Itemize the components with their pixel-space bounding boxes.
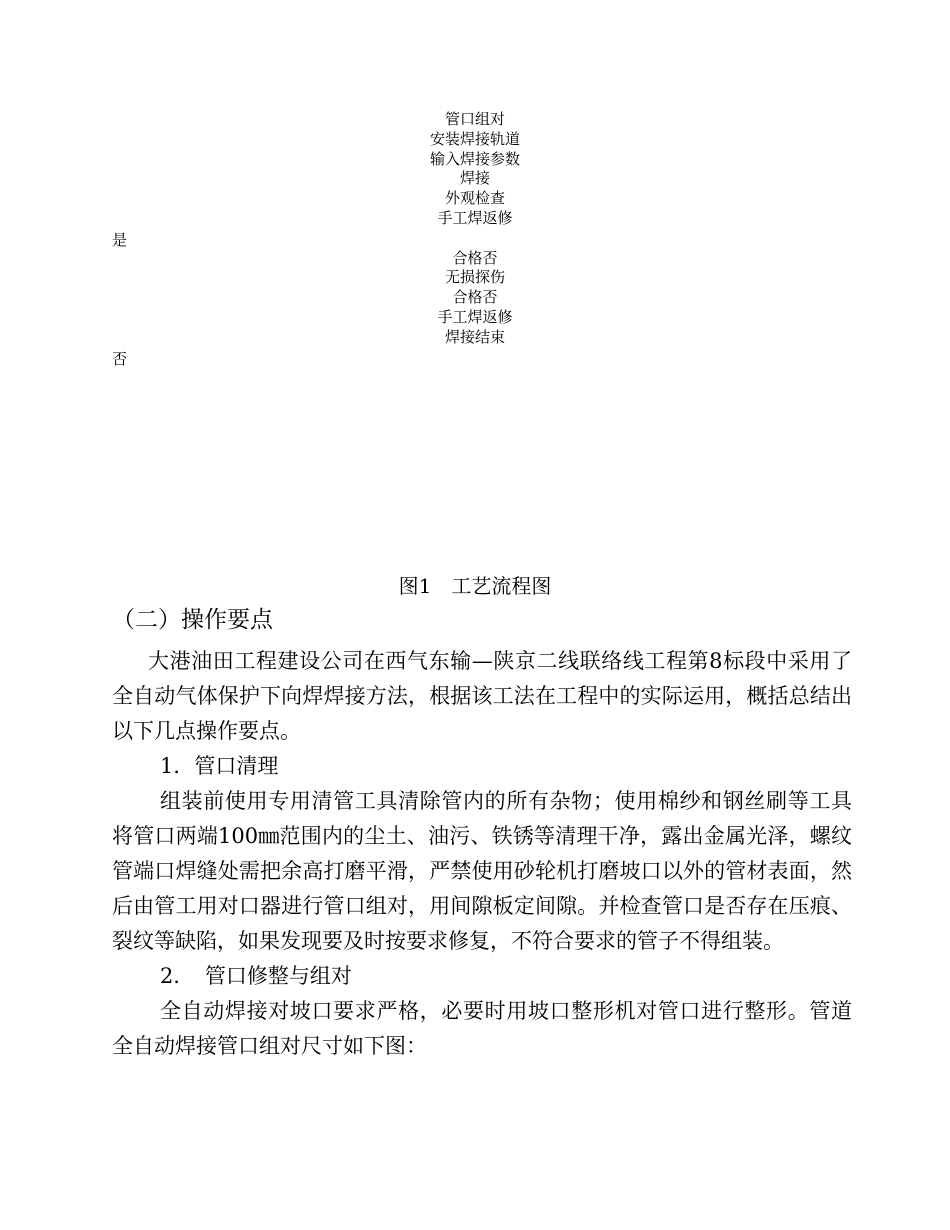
flow-step: 合格否 [452, 248, 498, 267]
flow-step: 焊接 [459, 169, 490, 188]
flow-label-no: 否 [112, 350, 128, 368]
intro-paragraph: 大港油田工程建设公司在西气东输—陕京二线联络线工程第8标段中采用了全自动气体保护下向焊焊接方法，根据该工法在工程中的实际运用，概括总结出以下几点操作要点。 [112, 649, 852, 743]
flow-step: 合格否 [452, 288, 498, 307]
flow-step: 焊接结束 [444, 327, 505, 346]
flow-step: 管口组对 [444, 110, 505, 128]
flow-step: 外观检查 [444, 189, 505, 208]
flow-gap [0, 229, 950, 249]
flow-step: 手工焊返修 [437, 208, 513, 227]
item1-paragraph: 组装前使用专用清管工具清除管内的所有杂物；使用棉纱和钢丝刷等工具将管口两端100㎜范围内的尘土、油污、铁锈等清理干净，露出金属光泽，螺纹管端口焊缝处需把余高打磨平滑，严禁使用砂轮机打磨坡口以外的管材表面，然后由管工用对口器进行管口组对，用间隙板定间隙。并检查管口是否存在压痕、裂纹等缺陷，如果发现要及时按要求修复，不符合要求的管子不得组装。 [112, 789, 852, 953]
section-body [112, 644, 852, 1064]
item1-title: 1．管口清理 [160, 754, 279, 778]
process-flowchart [0, 110, 950, 348]
figure-caption: 图1 工艺流程图 [398, 574, 552, 598]
flow-step: 输入焊接参数 [429, 149, 520, 168]
flow-step: 安装焊接轨道 [429, 129, 520, 148]
flow-step: 手工焊返修 [437, 307, 513, 326]
section-heading: （二）操作要点 [112, 607, 273, 633]
item2-title: 2． 管口修整与组对 [160, 964, 352, 988]
flow-label-yes: 是 [112, 231, 128, 249]
flow-step: 无损探伤 [444, 268, 505, 287]
item2-paragraph: 全自动焊接对坡口要求严格，必要时用坡口整形机对管口进行整形。管道全自动焊接管口组对尺寸如下图： [112, 999, 852, 1058]
